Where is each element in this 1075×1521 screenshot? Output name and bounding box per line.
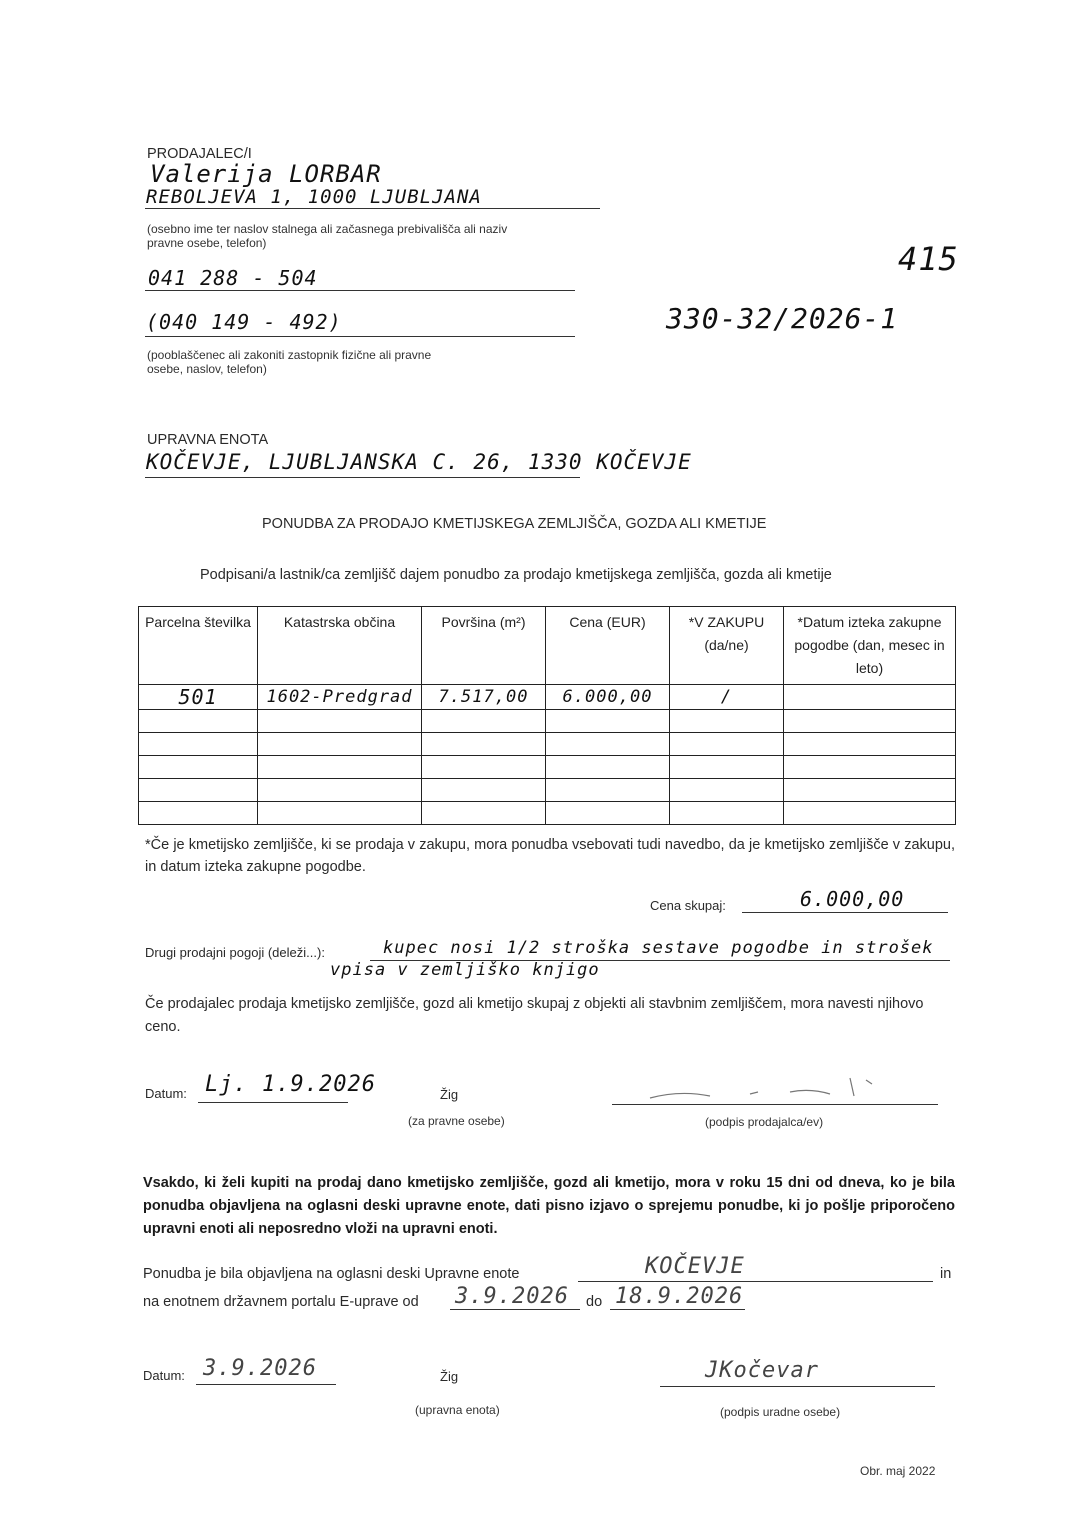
table-cell bbox=[139, 710, 258, 733]
table-cell bbox=[258, 733, 422, 756]
date-label-seller: Datum: bbox=[145, 1086, 187, 1101]
table-cell bbox=[546, 756, 670, 779]
table-cell bbox=[784, 779, 956, 802]
header-parcel-number: Parcelna številka bbox=[139, 607, 258, 685]
table-cell bbox=[784, 685, 956, 710]
header-area: Površina (m²) bbox=[422, 607, 546, 685]
publication-in: in bbox=[940, 1266, 952, 1282]
seller-heading: PRODAJALEC/I bbox=[147, 146, 252, 162]
date-line-seller bbox=[198, 1102, 348, 1103]
conditions-label: Drugi prodajni pogoji (deleži...): bbox=[145, 945, 325, 960]
stamp-label-seller: Žig bbox=[440, 1087, 459, 1102]
table-cell bbox=[670, 710, 784, 733]
conditions-line-2: vpisa v zemljiško knjigo bbox=[330, 960, 600, 980]
form-version: Obr. maj 2022 bbox=[860, 1464, 936, 1478]
publication-from: 3.9.2026 bbox=[455, 1284, 569, 1309]
lease-note: *Če je kmetijsko zemljišče, ki se prodaja v zakupu, mora ponudba vsebovati tudi navedbo, da je kmetijsko zemljišče v zakupu, in datum izteka zakupne pogodbe. bbox=[145, 837, 955, 875]
objects-note: Če prodajalec prodaja kmetijsko zemljišče, gozd ali kmetijo skupaj z objekti ali stavbnim zemljiščem, mora navesti njihovo ceno. bbox=[145, 996, 924, 1035]
total-value: 6.000,00 bbox=[800, 887, 905, 911]
seller-address-line bbox=[145, 208, 600, 209]
official-signature-line bbox=[660, 1386, 935, 1387]
official-signature: JKočevar bbox=[705, 1358, 819, 1383]
table-row bbox=[139, 802, 956, 825]
seller-phone-line bbox=[145, 290, 575, 291]
table-cell: 1602-Predgrad bbox=[258, 685, 422, 710]
seller-phone: 041 288 - 504 bbox=[148, 266, 318, 290]
table-cell bbox=[546, 802, 670, 825]
table-row bbox=[139, 756, 956, 779]
table-cell bbox=[784, 710, 956, 733]
representative-caption: (pooblaščenec ali zakoniti zastopnik fizične ali pravne osebe, naslov, telefon) bbox=[147, 348, 432, 376]
header-cadastral-municipality: Katastrska občina bbox=[258, 607, 422, 685]
date-value-seller: Lj. 1.9.2026 bbox=[205, 1072, 376, 1097]
seller-address: REBOLJEVA 1, 1000 LJUBLJANA bbox=[146, 186, 482, 208]
date-line-office bbox=[196, 1384, 336, 1385]
header-lease-end-date: *Datum izteka zakupne pogodbe (dan, mesec in leto) bbox=[784, 607, 956, 685]
table-row bbox=[139, 733, 956, 756]
table-cell bbox=[670, 733, 784, 756]
table-cell bbox=[784, 802, 956, 825]
representative-line bbox=[145, 336, 575, 337]
stamp-label-office: Žig bbox=[440, 1369, 459, 1384]
table-cell bbox=[422, 802, 546, 825]
table-row bbox=[139, 710, 956, 733]
notice-text: Vsakdo, ki želi kupiti na prodaj dano kmetijsko zemljišče, gozd ali kmetijo, mora v roku 15 dni od dneva, ko je bila ponudba objavljena na oglasni deski upravne enote, dati pisno izjavo o sprejemu ponudbe, ki jo pošlje priporočeno upravni enoti ali neposredno vloži na upravni enoti. bbox=[143, 1175, 955, 1237]
seller-phone-2: (040 149 - 492) bbox=[146, 310, 342, 334]
table-cell bbox=[422, 756, 546, 779]
publication-office-line bbox=[578, 1281, 933, 1282]
date-label-office: Datum: bbox=[143, 1368, 185, 1383]
table-cell bbox=[422, 710, 546, 733]
case-number: 330-32/2026-1 bbox=[666, 302, 899, 335]
table-cell bbox=[258, 779, 422, 802]
table-cell bbox=[784, 756, 956, 779]
table-cell: 7.517,00 bbox=[422, 685, 546, 710]
table-cell: 6.000,00 bbox=[546, 685, 670, 710]
table-cell bbox=[546, 710, 670, 733]
table-cell: / bbox=[670, 685, 784, 710]
office-value: KOČEVJE, LJUBLJANSKA C. 26, 1330 KOČEVJE bbox=[146, 450, 692, 474]
intro-text: Podpisani/a lastnik/ca zemljišč dajem ponudbo za prodajo kmetijskega zemljišča, gozda ali kmetije bbox=[200, 567, 832, 583]
table-cell bbox=[546, 733, 670, 756]
conditions-line-1: kupec nosi 1/2 stroška sestave pogodbe in strošek bbox=[383, 938, 934, 958]
office-line bbox=[145, 477, 580, 478]
document-title: PONUDBA ZA PRODAJO KMETIJSKEGA ZEMLJIŠČA, GOZDA ALI KMETIJE bbox=[262, 516, 767, 532]
signature-caption-office: (podpis uradne osebe) bbox=[720, 1405, 841, 1419]
publication-from-line bbox=[450, 1309, 580, 1310]
seller-caption: (osebno ime ter naslov stalnega ali začasnega prebivališča ali naziv pravne osebe, telefon) bbox=[147, 222, 508, 250]
publication-text-2: na enotnem državnem portalu E-uprave od bbox=[143, 1294, 419, 1310]
total-line bbox=[742, 912, 948, 913]
publication-text-1: Ponudba je bila objavljena na oglasni deski Upravne enote bbox=[143, 1266, 520, 1282]
table-cell: 501 bbox=[139, 685, 258, 710]
table-cell bbox=[784, 733, 956, 756]
table-cell bbox=[670, 802, 784, 825]
publication-to-line bbox=[610, 1309, 745, 1310]
table-row bbox=[139, 779, 956, 802]
table-cell bbox=[422, 733, 546, 756]
table-cell bbox=[670, 779, 784, 802]
table-cell bbox=[139, 802, 258, 825]
table-cell bbox=[670, 756, 784, 779]
table-cell bbox=[422, 779, 546, 802]
date-value-office: 3.9.2026 bbox=[203, 1356, 317, 1381]
table-cell bbox=[139, 779, 258, 802]
table-cell bbox=[258, 756, 422, 779]
header-price: Cena (EUR) bbox=[546, 607, 670, 685]
stamp-caption-office: (upravna enota) bbox=[415, 1403, 500, 1417]
publication-to: 18.9.2026 bbox=[615, 1284, 744, 1309]
table-row bbox=[139, 685, 956, 710]
seller-signature-mark bbox=[640, 1072, 890, 1106]
table-header-row bbox=[139, 607, 956, 685]
stamp-caption-seller: (za pravne osebe) bbox=[408, 1114, 505, 1128]
table-cell bbox=[546, 779, 670, 802]
table-cell bbox=[258, 802, 422, 825]
total-label: Cena skupaj: bbox=[650, 898, 726, 913]
reference-number: 415 bbox=[898, 240, 959, 278]
signature-caption-seller: (podpis prodajalca/ev) bbox=[705, 1115, 824, 1129]
header-in-lease: *V ZAKUPU (da/ne) bbox=[670, 607, 784, 685]
parcel-table bbox=[138, 606, 956, 825]
publication-to-label: do bbox=[586, 1294, 603, 1310]
table-cell bbox=[139, 756, 258, 779]
publication-office: KOČEVJE bbox=[645, 1254, 745, 1279]
seller-name: Valerija LORBAR bbox=[150, 160, 382, 188]
table-cell bbox=[139, 733, 258, 756]
office-heading: UPRAVNA ENOTA bbox=[147, 432, 269, 448]
table-cell bbox=[258, 710, 422, 733]
